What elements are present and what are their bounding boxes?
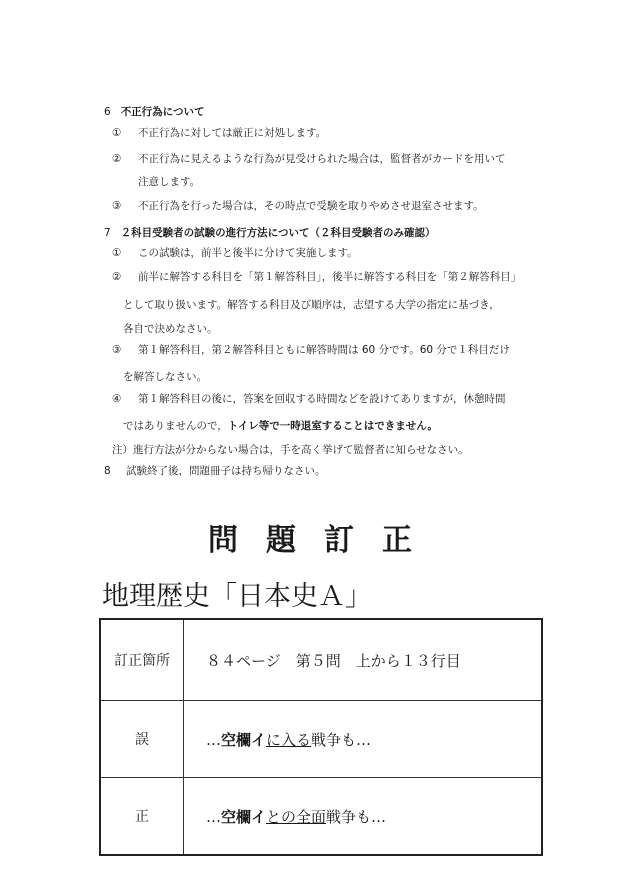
item-marker: ② <box>112 271 122 283</box>
item-text: 試験終了後，問題冊子は持ち帰りなさい。 <box>126 465 326 477</box>
ellipsis: … <box>206 807 221 826</box>
item-marker: ① <box>112 127 122 139</box>
list-item-continued <box>123 418 438 433</box>
list-item <box>112 394 506 405</box>
section-8-item <box>104 466 326 477</box>
correction-title: 問題訂正 <box>208 523 440 558</box>
section-number: 8 <box>104 465 111 477</box>
subject-heading: 地理歴史「日本史Ａ」 <box>102 581 372 612</box>
list-item <box>112 177 200 188</box>
trailing-text: 戦争も… <box>311 730 372 749</box>
section-number: 7 <box>104 227 111 239</box>
item-marker: ④ <box>112 393 122 405</box>
correction-table <box>99 618 543 856</box>
item-text: 前半に解答する科目を「第１解答科目」，後半に解答する科目を「第２解答科目」 <box>138 271 522 283</box>
section-title: ２科目受験者の試験の進行方法について（２科目受験者のみ確認） <box>120 227 436 239</box>
list-item <box>112 128 326 139</box>
item-text: 不正行為を行った場合は，その時点で受験を取りやめさせ退室させます。 <box>138 200 484 212</box>
item-text-bold: トイレ等で一時退室することはできません。 <box>227 420 438 432</box>
section-7-note: 注）進行方法が分からない場合は，手を高く挙げて監督者に知らせなさい。 <box>112 444 469 456</box>
item-text: 不正行為に見えるような行為が見受けられた場合は，監督者がカードを用いて <box>138 153 506 165</box>
item-text: 第１解答科目，第２解答科目ともに解答時間は 60 分です。60 分で１科目だけ <box>138 344 510 356</box>
list-item <box>112 154 506 165</box>
blank-label: 空欄イ <box>221 807 267 826</box>
right-text <box>184 778 543 856</box>
section-number: 6 <box>104 106 111 118</box>
item-text: ではありませんので， <box>123 420 228 432</box>
list-item <box>112 201 484 212</box>
list-item-continued: 各自で決めなさい。 <box>123 323 218 335</box>
item-text: 不正行為に対しては厳正に対処します。 <box>138 127 327 139</box>
wrong-text <box>184 701 543 778</box>
item-marker: ③ <box>112 344 122 356</box>
item-marker: ③ <box>112 200 122 212</box>
wrong-label: 誤 <box>100 701 184 778</box>
section-title: 不正行為について <box>120 106 205 118</box>
wrong-phrase: に入る <box>266 730 312 749</box>
right-label: 正 <box>100 778 184 856</box>
item-marker: ② <box>112 153 122 165</box>
blank-label: 空欄イ <box>221 730 267 749</box>
list-item-continued: として取り扱います。解答する科目及び順序は，志望する大学の指定に基づき， <box>123 299 500 311</box>
table-row <box>100 778 542 856</box>
table-row <box>100 619 542 701</box>
item-text: この試験は，前半と後半に分けて実施します。 <box>138 247 358 259</box>
trailing-text: 戦争も… <box>326 807 387 826</box>
list-item <box>112 248 358 259</box>
section-6-heading <box>104 104 204 119</box>
section-7-heading <box>104 225 435 240</box>
location-label: 訂正箇所 <box>100 619 184 701</box>
corrected-phrase: との全面 <box>266 807 327 826</box>
table-row <box>100 701 542 778</box>
ellipsis: … <box>206 730 221 749</box>
list-item <box>112 345 510 356</box>
list-item <box>112 272 521 283</box>
item-marker: ① <box>112 247 122 259</box>
item-text: 第１解答科目の後に，答案を回収する時間などを設けてありますが，休憩時間 <box>138 393 506 405</box>
location-value: ８４ページ 第５問 上から１３行目 <box>184 619 543 701</box>
list-item-continued: を解答しなさい。 <box>123 371 207 383</box>
item-text: 注意します。 <box>138 176 201 188</box>
